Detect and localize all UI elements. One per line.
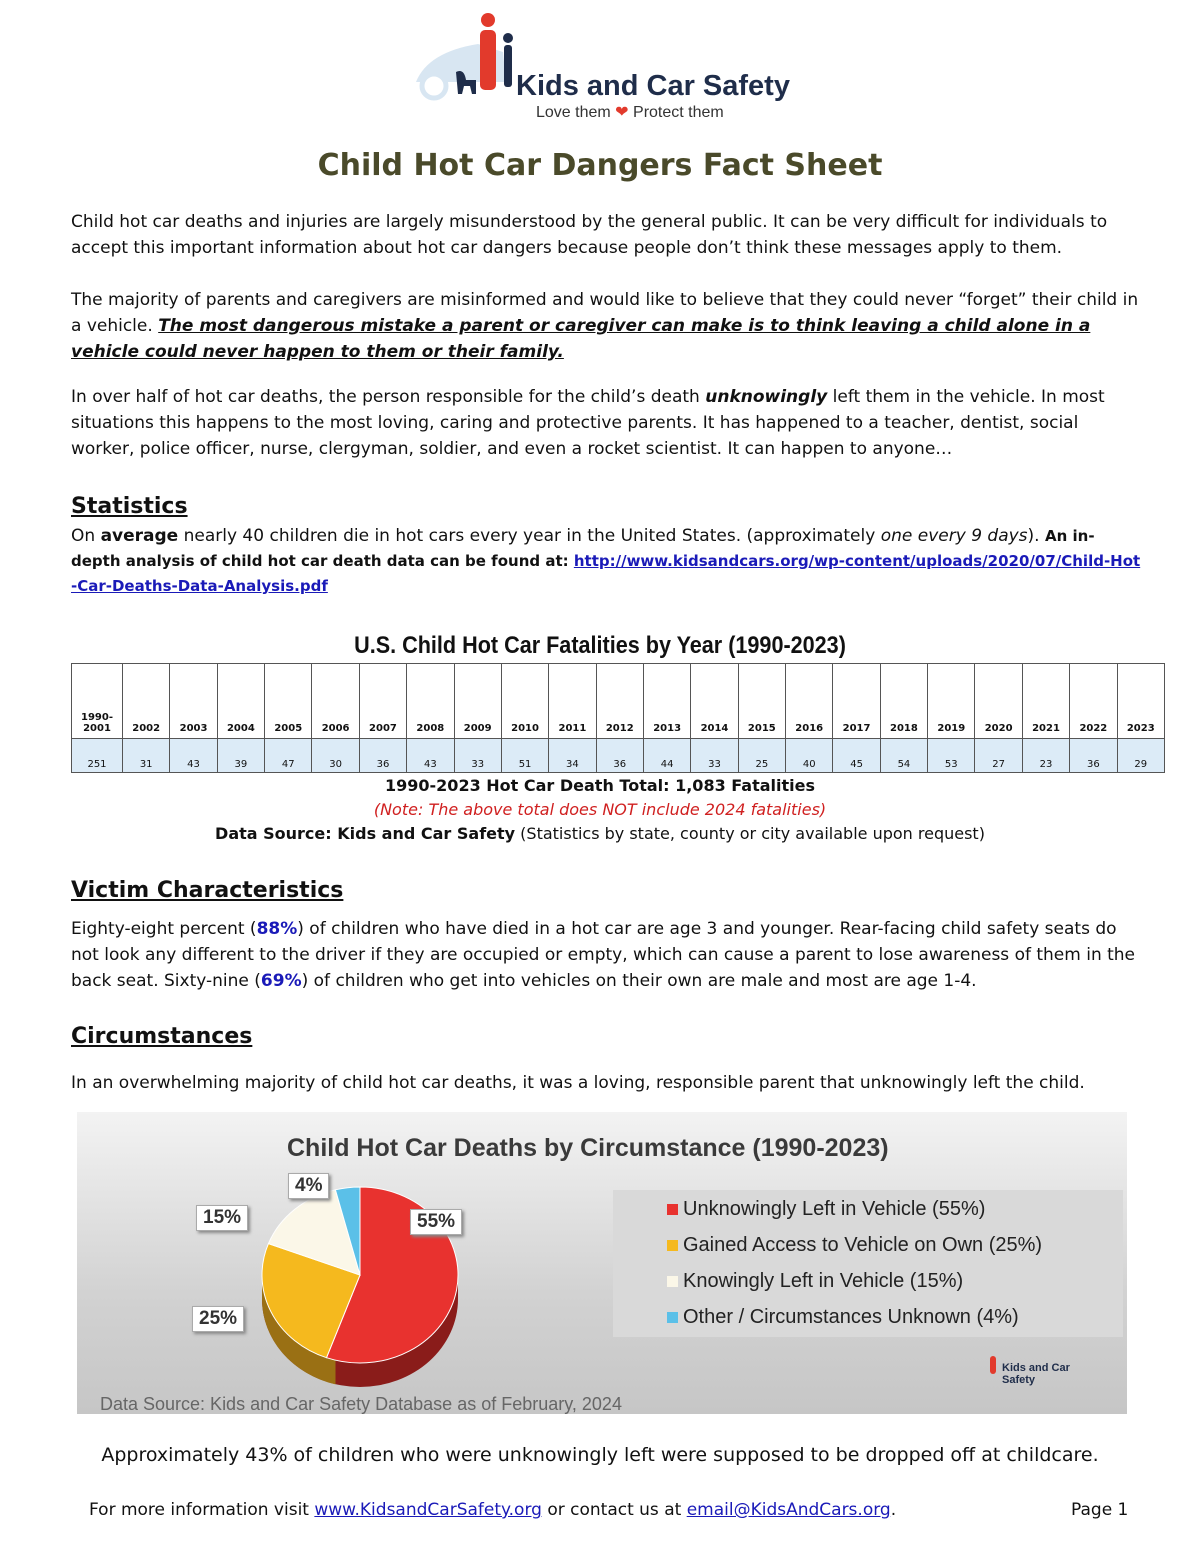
callout-label: 55%: [410, 1209, 462, 1235]
chart-source: Data Source: Kids and Car Safety Database as of February, 2024: [100, 1394, 622, 1414]
value-cell: 51: [501, 739, 548, 773]
value-cell: 47: [265, 739, 312, 773]
legend-item: Gained Access to Vehicle on Own (25%): [667, 1234, 1042, 1257]
year-cell: 2019: [928, 664, 975, 739]
logo-tagline: Love them ❤ Protect them: [536, 104, 724, 121]
value-cell: 40: [786, 739, 833, 773]
legend-item: Other / Circumstances Unknown (4%): [667, 1306, 1019, 1329]
fatalities-table: [71, 663, 1165, 773]
year-cell: 2005: [265, 664, 312, 739]
childcare-note: Approximately 43% of children who were unknowingly left were supposed to be dropped off at childcare.: [101, 1444, 1099, 1466]
year-cell: 2009: [454, 664, 501, 739]
data-source-line: Data Source: Kids and Car Safety (Statistics by state, county or city available upon request): [215, 824, 985, 843]
page-number: Page 1: [1071, 1500, 1129, 1520]
value-cell: 25: [738, 739, 785, 773]
value-cell: 251: [72, 739, 123, 773]
year-cell: 2014: [691, 664, 738, 739]
year-cell: 2022: [1070, 664, 1117, 739]
year-cell: 2012: [596, 664, 643, 739]
value-cell: 33: [454, 739, 501, 773]
person-icon: [990, 1356, 996, 1374]
value-cell: 31: [123, 739, 170, 773]
value-cell: 36: [359, 739, 406, 773]
value-cell: 53: [928, 739, 975, 773]
year-cell: 2020: [975, 664, 1022, 739]
year-cell: 2004: [217, 664, 264, 739]
year-cell: 2021: [1022, 664, 1069, 739]
value-cell: 36: [596, 739, 643, 773]
year-cell: 2008: [407, 664, 454, 739]
legend-swatch: [667, 1240, 678, 1251]
value-cell: 39: [217, 739, 264, 773]
value-cell: 27: [975, 739, 1022, 773]
value-cell: 30: [312, 739, 359, 773]
year-cell: 2007: [359, 664, 406, 739]
year-cell: 1990-2001: [72, 664, 123, 739]
value-row: [72, 739, 1165, 773]
statistics-paragraph: On average nearly 40 children die in hot cars every year in the United States. (approximately one every 9 days). An in-depth analysis of child hot car death data can be found at: http://www.kidsandcars.org/wp-content/uploads/2020/07/Child-Hot-Car-Deaths-Data-Analysis.pdf: [71, 526, 1141, 595]
year-cell: 2016: [786, 664, 833, 739]
year-cell: 2002: [123, 664, 170, 739]
year-cell: 2011: [549, 664, 596, 739]
value-cell: 43: [170, 739, 217, 773]
website-link[interactable]: www.KidsandCarSafety.org: [314, 1500, 542, 1520]
intro-paragraph-1: Child hot car deaths and injuries are largely misunderstood by the general public. It can be very difficult for individuals to accept this important information about hot car dangers because people don’t think these messages apply to them.: [71, 212, 1108, 258]
total-fatalities: 1990-2023 Hot Car Death Total: 1,083 Fatalities: [385, 776, 815, 795]
value-cell: 33: [691, 739, 738, 773]
year-cell: 2003: [170, 664, 217, 739]
intro-paragraph-3: In over half of hot car deaths, the person responsible for the child’s death unknowingly left them in the vehicle. In most situations this happens to the most loving, caring and protective parents. It has happened to a teacher, dentist, social worker, police officer, nurse, clergyman, soldier, and even a rocket scientist. It can happen to anyone…: [71, 387, 1105, 459]
year-cell: 2010: [501, 664, 548, 739]
heart-icon: ❤: [615, 104, 629, 121]
chart-logo-text: Kids and Car Safety: [1002, 1362, 1070, 1386]
value-cell: 34: [549, 739, 596, 773]
year-cell: 2006: [312, 664, 359, 739]
legend-swatch: [667, 1276, 678, 1287]
logo-brand: Kids and Car Safety: [516, 70, 790, 102]
value-cell: 45: [833, 739, 880, 773]
year-cell: 2017: [833, 664, 880, 739]
logo-graphic: [408, 12, 518, 112]
chart-title: Child Hot Car Deaths by Circumstance (1990-2023): [287, 1134, 889, 1162]
value-cell: 23: [1022, 739, 1069, 773]
circumstances-paragraph: In an overwhelming majority of child hot car deaths, it was a loving, responsible parent that unknowingly left the child.: [71, 1073, 1085, 1093]
table-title: U.S. Child Hot Car Fatalities by Year (1990-2023): [354, 632, 846, 659]
intro-paragraph-2: The majority of parents and caregivers are misinformed and would like to believe that they could never “forget” their child in a vehicle. The most dangerous mistake a parent or caregiver can make is to think leaving a child alone in a vehicle could never happen to them or their family.: [71, 290, 1139, 362]
year-row: [72, 664, 1165, 739]
legend-swatch: [667, 1312, 678, 1323]
legend-item: Unknowingly Left in Vehicle (55%): [667, 1198, 985, 1221]
victim-heading: Victim Characteristics: [71, 878, 344, 903]
callout-label: 25%: [192, 1306, 244, 1332]
value-cell: 29: [1117, 739, 1164, 773]
footer: For more information visit www.KidsandCarSafety.org or contact us at email@KidsAndCars.org.: [89, 1500, 897, 1520]
chart-logo: [982, 1352, 1082, 1396]
pie-chart: [240, 1160, 540, 1390]
value-cell: 43: [407, 739, 454, 773]
legend-swatch: [667, 1204, 678, 1215]
year-cell: 2018: [880, 664, 927, 739]
year-cell: 2013: [643, 664, 690, 739]
analysis-link[interactable]: http://www.kidsandcars.org/wp-content/uploads/2020/07/Child-Hot-Car-Deaths-Data-Analysis.pdf: [71, 552, 1141, 595]
total-note: (Note: The above total does NOT include 2024 fatalities): [373, 800, 827, 819]
warning-emphasis: The most dangerous mistake a parent or caregiver can make is to think leaving a child alone in a vehicle could never happen to them or their family.: [71, 316, 1091, 362]
callout-label: 15%: [196, 1205, 248, 1231]
year-cell: 2015: [738, 664, 785, 739]
value-cell: 44: [643, 739, 690, 773]
email-link[interactable]: email@KidsAndCars.org: [686, 1500, 891, 1520]
victim-paragraph: Eighty-eight percent (88%) of children who have died in a hot car are age 3 and younger. Rear-facing child safety seats do not look any different to the driver if they are occupied or empty, which can cause a parent to lose awareness of them in the back seat. Sixty-nine (69%) of children who get into vehicles on their own are male and most are age 1-4.: [71, 919, 1136, 991]
logo: [408, 12, 788, 124]
page-title: Child Hot Car Dangers Fact Sheet: [317, 148, 883, 183]
value-cell: 54: [880, 739, 927, 773]
chart-legend: [613, 1190, 1123, 1337]
value-cell: 36: [1070, 739, 1117, 773]
year-cell: 2023: [1117, 664, 1164, 739]
statistics-heading: Statistics: [71, 494, 188, 519]
circumstances-heading: Circumstances: [71, 1024, 253, 1049]
legend-item: Knowingly Left in Vehicle (15%): [667, 1270, 963, 1293]
callout-label: 4%: [288, 1173, 329, 1199]
